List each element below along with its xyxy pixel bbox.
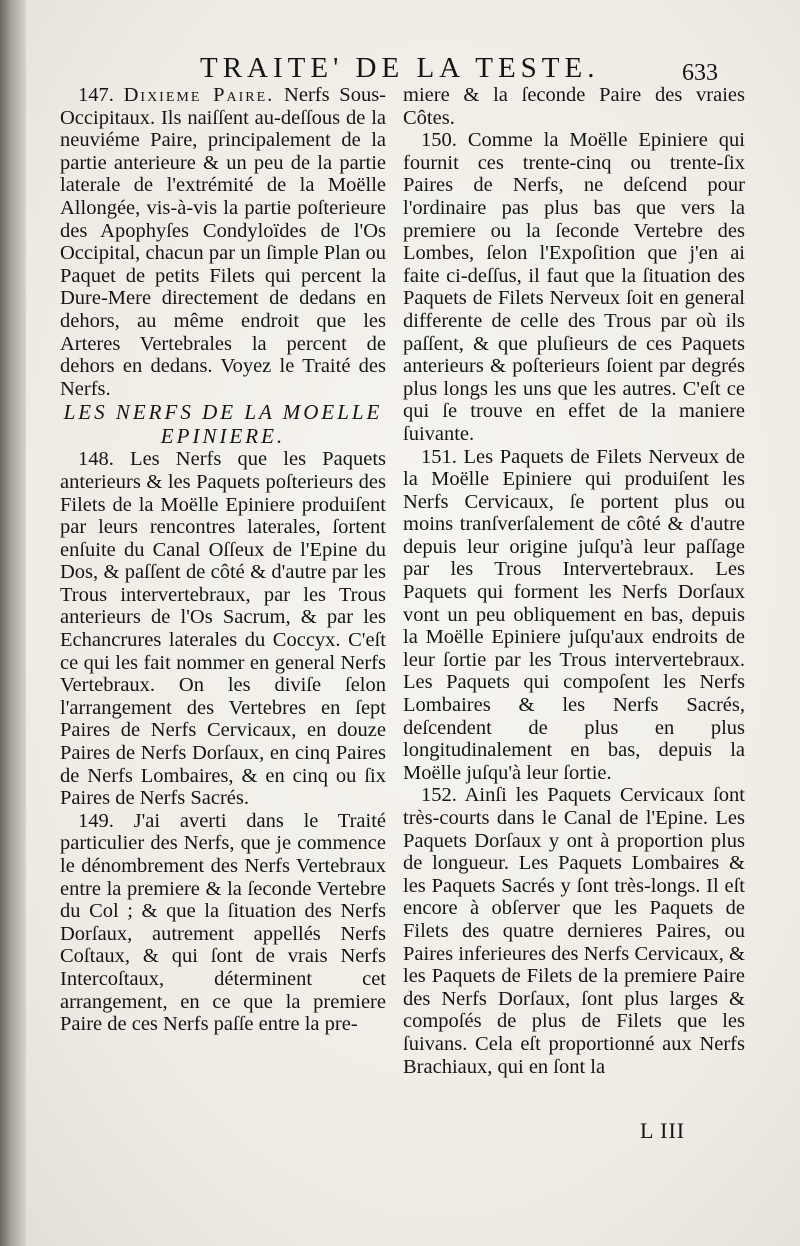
- paragraph-149: 149. J'ai averti dans le Traité particulier des Nerfs, que je commence le dénombrement des Nerfs Vertebraux entre la premiere & la ſeconde Vertebre du Col ; & que la ſituation des Nerfs Dorſaux, autrement appellés Nerfs Coſtaux, & qui ſont de vrais Nerfs Intercoſtaux, déterminent cet arrangement, en ce que la premiere Paire de ces Nerfs paſſe entre la pre-: [60, 809, 386, 1036]
- signature-mark: L III: [640, 1118, 686, 1143]
- paragraph-148: 148. Les Nerfs que les Paquets anterieurs & les Paquets poſterieurs des Filets de la Moëlle Epiniere produiſent par leurs rencontres laterales, ſortent enſuite du Canal Oſſeux de l'Epine du Dos, & paſſent de côté & d'autre par les Trous intervertebraux, par les Trous anterieurs de l'Os Sacrum, & par les Echancrures laterales du Coccyx. C'eſt ce qui les fait nommer en general Nerfs Vertebraux. On les diviſe ſelon l'arrangement des Vertebres en ſept Paires de Nerfs Cervicaux, en douze Paires de Nerfs Dorſaux, en cinq Paires de Nerfs Lombaires, & en cinq ou ſix Paires de Nerfs Sacrés.: [60, 448, 386, 810]
- paragraph-152: 152. Ainſi les Paquets Cervicaux ſont très-courts dans le Canal de l'Epine. Les Paquets Dorſaux y ont à proportion plus de longueur. Les Paquets Lombaires & les Paquets Sacrés y ſont très-longs. Il eſt encore à obſerver que les Paquets de Filets des quatre dernieres Paires, ou Paires inferieures des Nerfs Cervicaux, & les Paquets de Filets de la premiere Paire des Nerfs Dorſaux, ſont plus larges & compoſés de plus de Filets que les ſuivans. Cela eſt proportionné aux Nerfs Brachiaux, qui en ſont la: [403, 784, 745, 1078]
- paragraph-147-number: 147.: [78, 84, 114, 106]
- paragraph-147-text: Nerfs Sous-Occipitaux. Ils naiſſent au-deſſous de la neuviéme Paire, principalement de la partie anterieure & un peu de la partie laterale de l'extrémité de la Moëlle Allongée, vis-à-vis la partie poſterieure des Apophyſes Condyloïdes de l'Os Occipital, chacun par un ſimple Plan ou Paquet de petits Filets qui percent la Dure-Mere directement de dedans en dehors, au même endroit que les Arteres Vertebrales la percent de dehors en dedans. Voyez le Traité des Nerfs.: [60, 84, 387, 400]
- left-column: [60, 84, 386, 1036]
- page-number: 633: [682, 60, 718, 86]
- paragraph-149-continued: miere & la ſeconde Paire des vraies Côtes.: [403, 84, 745, 129]
- paragraph-147-heading: Dixieme Paire.: [123, 84, 275, 106]
- paragraph-150: 150. Comme la Moëlle Epiniere qui fournit ces trente-cinq ou trente-ſix Paires de Nerfs, ne deſcend pour l'ordinaire pas plus bas que vers la premiere ou la ſeconde Vertebre des Lombes, ſelon l'Expoſition que j'en ai faite ci-deſſus, il faut que la ſituation des Paquets de Filets Nerveux ſoit en general differente de celle des Trous par où ils paſſent, & que pluſieurs de ces Paquets anterieurs & poſterieurs ſoient par degrés plus longs les uns que les autres. C'eſt ce qui ſe trouve en effet de la maniere ſuivante.: [403, 129, 745, 445]
- page-binding-shadow: [0, 0, 26, 1246]
- section-title: LES NERFS DE LA MOELLE EPINIERE.: [63, 400, 383, 449]
- paragraph-147: [60, 84, 386, 400]
- running-title: TRAITE' DE LA TESTE.: [200, 52, 600, 84]
- paragraph-151: 151. Les Paquets de Filets Nerveux de la Moëlle Epiniere qui produiſent les Nerfs Cervicaux, ſe portent plus ou moins tranſverſalement de côté & d'autre depuis leur origine juſqu'à leur paſſage par les Trous Intervertebraux. Les Paquets qui forment les Nerfs Dorſaux vont un peu obliquement en bas, depuis la Moëlle Epiniere juſqu'aux endroits de leur ſortie par les Trous intervertebraux. Les Paquets qui compoſent les Nerfs Lombaires & les Nerfs Sacrés, deſcendent de plus en plus longitudinalement en bas, depuis la Moëlle juſqu'à leur ſortie.: [403, 445, 745, 784]
- right-column: [403, 84, 745, 1078]
